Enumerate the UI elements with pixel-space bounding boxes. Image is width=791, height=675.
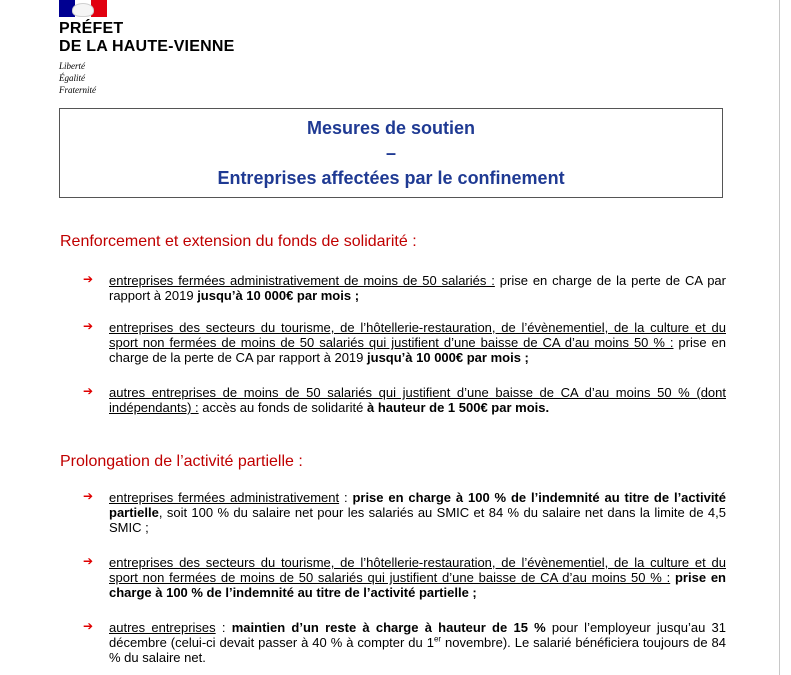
motto-fraternite: Fraternité <box>59 85 96 95</box>
marianne-logo <box>59 0 107 17</box>
title-line3: Entreprises affectées par le confinement <box>217 168 565 188</box>
list-item: ➔ entreprises des secteurs du tourisme, de l’hôtellerie-restauration, de l’évènementiel, de la culture et du sport non fermées de moins de 50 salariés qui justifient d’une baisse de CA d’au moins 50 % : prise en charge à 100 % de l’indemnité au titre de l’activité partielle ; <box>83 554 726 600</box>
page-edge-line <box>779 0 780 675</box>
motto-liberte: Liberté <box>59 61 85 71</box>
arrow-right-icon: ➔ <box>83 384 94 398</box>
prefet-title-line2: DE LA HAUTE-VIENNE <box>59 38 235 55</box>
prefet-title-line1: PRÉFET <box>59 20 124 37</box>
section-heading-fonds-solidarite: Renforcement et extension du fonds de solidarité : <box>60 233 417 250</box>
list-item: ➔ entreprises fermées administrativement de moins de 50 salariés : prise en charge de la perte de CA par rapport à 2019 jusqu’à 10 000€ par mois ; <box>83 272 726 303</box>
arrow-right-icon: ➔ <box>83 319 94 333</box>
title-dash: – <box>385 143 396 163</box>
list-item: ➔ autres entreprises de moins de 50 salariés qui justifient d’une baisse de CA d’au moins 50 % (dont indépendants) : accès au fonds de solidarité à hauteur de 1 500€ par mois. <box>83 384 726 415</box>
section-heading-activite-partielle: Prolongation de l’activité partielle : <box>60 453 303 470</box>
document-title-box <box>59 108 723 198</box>
list-item: ➔ autres entreprises : maintien d’un reste à charge à hauteur de 15 % pour l’employeur jusqu’au 31 décembre (celui-ci devait passer à 40 % à compter du 1er novembre). Le salarié bénéficiera toujours de 84 % du salaire net. <box>83 619 727 665</box>
arrow-right-icon: ➔ <box>83 619 94 633</box>
arrow-right-icon: ➔ <box>83 554 94 568</box>
arrow-right-icon: ➔ <box>83 272 94 286</box>
list-item: ➔ entreprises des secteurs du tourisme, de l’hôtellerie-restauration, de l’évènementiel, de la culture et du sport non fermées de moins de 50 salariés qui justifient d’une baisse de CA d’au moins 50 % : prise en charge de la perte de CA par rapport à 2019 jusqu’à 10 000€ par mois ; <box>83 319 726 365</box>
list-item: ➔ entreprises fermées administrativement : prise en charge à 100 % de l’indemnité au titre de l’activité partielle, soit 100 % du salaire net pour les salariés au SMIC et 84 % du salaire net dans la limite de 4,5 SMIC ; <box>83 489 726 535</box>
motto-egalite: Égalité <box>59 73 85 83</box>
arrow-right-icon: ➔ <box>83 489 94 503</box>
title-line1: Mesures de soutien <box>306 118 476 138</box>
